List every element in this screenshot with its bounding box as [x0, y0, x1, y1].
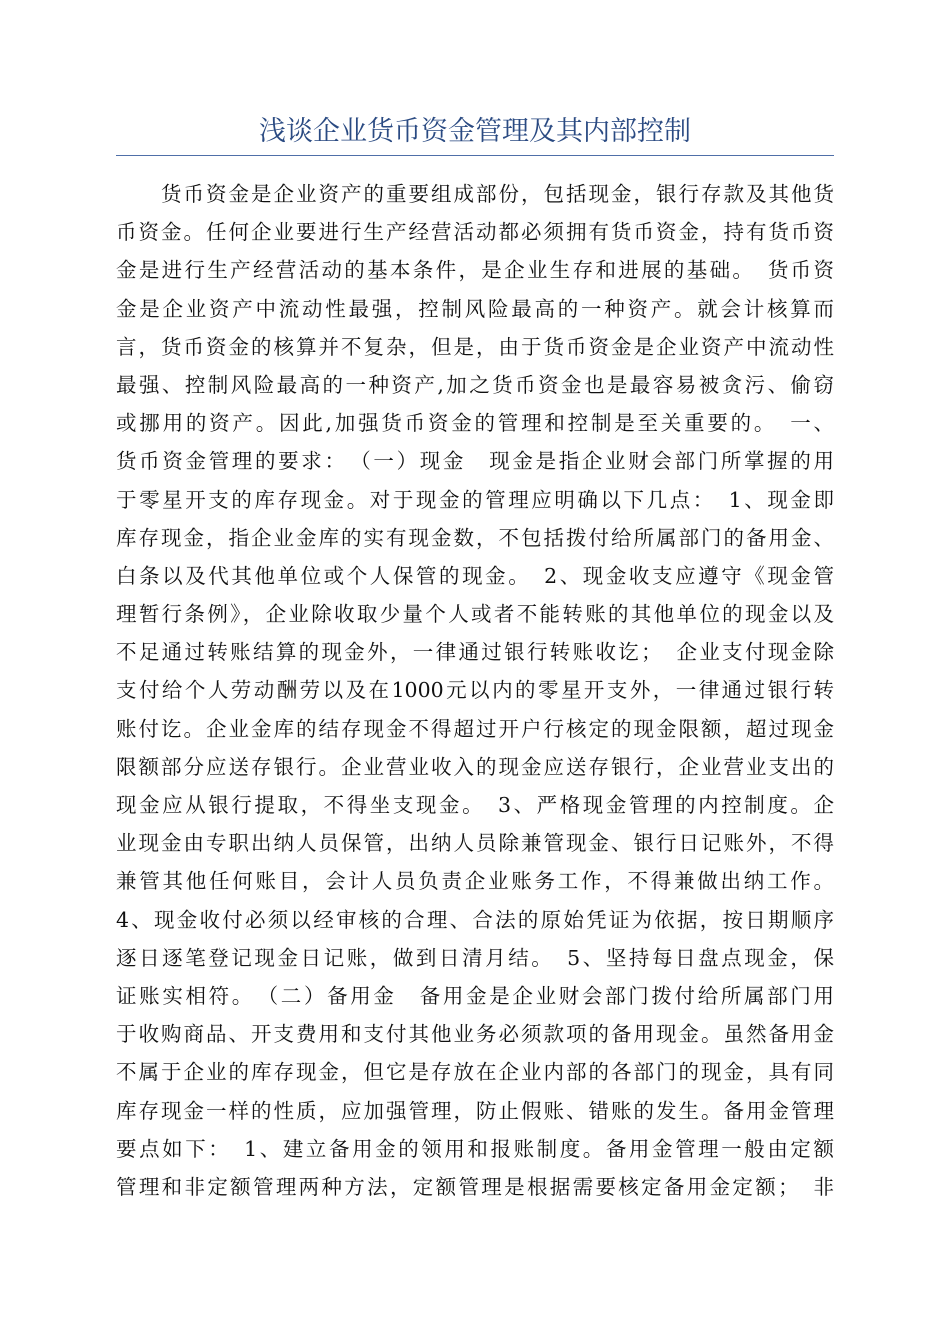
body-line: 账付讫。企业金库的结存现金不得超过开户行核定的现金限额，超过现金 [116, 716, 834, 741]
body-line: 币资金。任何企业要进行生产经营活动都必须拥有货币资金，持有货币资 [116, 220, 834, 245]
title-underline [116, 155, 834, 156]
body-line: 货币资金是企业资产的重要组成部份，包括现金，银行存款及其他货 [116, 182, 834, 206]
body-line: 业现金由专职出纳人员保管，出纳人员除兼管现金、银行日记账外，不得 [116, 831, 834, 856]
body-line: 于零星开支的库存现金。对于现金的管理应明确以下几点： 1、现金即 [116, 487, 834, 512]
body-line: 兼管其他任何账目，会计人员负责企业账务工作，不得兼做出纳工作。 [116, 869, 834, 894]
document-title: 浅谈企业货币资金管理及其内部控制 [259, 116, 691, 147]
body-line: 证账实相符。 （二）备用金 备用金是企业财会部门拨付给所属部门用 [116, 983, 834, 1008]
body-line: 管理和非定额管理两种方法，定额管理是根据需要核定备用金定额； 非 [116, 1174, 834, 1199]
body-line: 4、现金收付必须以经审核的合理、合法的原始凭证为依据，按日期顺序 [116, 907, 834, 932]
body-line: 于收购商品、开支费用和支付其他业务必须款项的备用现金。虽然备用金 [116, 1022, 834, 1047]
body-line: 不属于企业的库存现金，但它是存放在企业内部的各部门的现金，具有同 [116, 1060, 834, 1085]
body-line: 最强、控制风险最高的一种资产,加之货币资金也是最容易被贪污、偷窃 [116, 372, 834, 397]
body-line: 库存现金，指企业金库的实有现金数，不包括拨付给所属部门的备用金、 [116, 525, 834, 550]
body-line: 支付给个人劳动酬劳以及在1000元以内的零星开支外，一律通过银行转 [116, 678, 834, 703]
body-line: 要点如下： 1、建立备用金的领用和报账制度。备用金管理一般由定额 [116, 1136, 834, 1161]
body-line: 金是进行生产经营活动的基本条件，是企业生存和进展的基础。 货币资 [116, 258, 834, 283]
body-line: 现金应从银行提取，不得坐支现金。 3、严格现金管理的内控制度。企 [116, 793, 834, 817]
document-body [116, 175, 834, 1206]
body-line: 逐日逐笔登记现金日记账，做到日清月结。 5、坚持每日盘点现金，保 [116, 945, 834, 970]
body-line: 不足通过转账结算的现金外，一律通过银行转账收讫； 企业支付现金除 [116, 640, 834, 665]
body-line: 理暂行条例》，企业除收取少量个人或者不能转账的其他单位的现金以及 [116, 602, 834, 627]
body-line: 或挪用的资产。因此,加强货币资金的管理和控制是至关重要的。 一、 [116, 411, 834, 436]
body-line: 货币资金管理的要求： （一）现金 现金是指企业财会部门所掌握的用 [116, 449, 834, 474]
body-line: 言，货币资金的核算并不复杂，但是，由于货币资金是企业资产中流动性 [116, 334, 834, 359]
body-line: 库存现金一样的性质，应加强管理，防止假账、错账的发生。备用金管理 [116, 1098, 834, 1123]
body-line: 限额部分应送存银行。企业营业收入的现金应送存银行，企业营业支出的 [116, 754, 834, 779]
body-line: 金是企业资产中流动性最强，控制风险最高的一种资产。就会计核算而 [116, 296, 834, 321]
body-line: 白条以及代其他单位或个人保管的现金。 2、现金收支应遵守《现金管 [116, 563, 834, 588]
